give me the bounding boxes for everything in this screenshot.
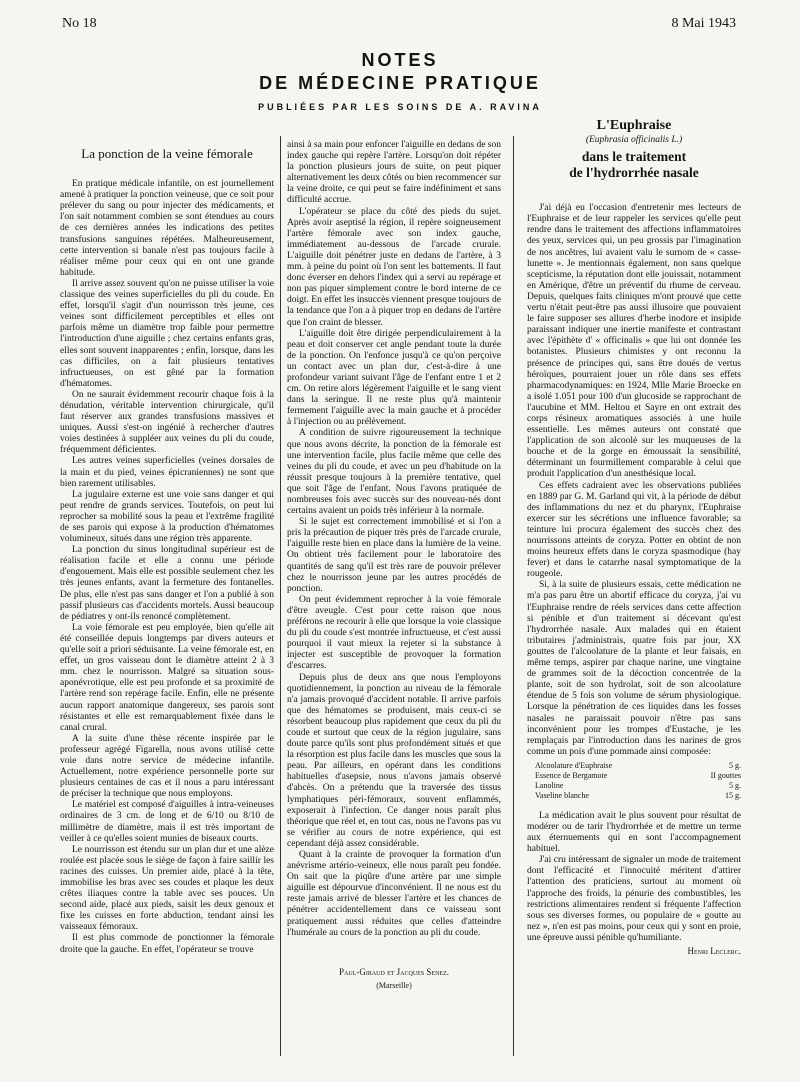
paragraph: ainsi à sa main pour enfoncer l'aiguille en dedans de son index gauche qui repère l'artère. Lorsqu'on doit répéter la ponction plusieurs jours de suite, on peut piquer alternativement les deux côtés ou bien recommencer sur la veine droite, ce qui peut se faire indéfiniment et sans difficulté accrue.: [287, 140, 501, 206]
quantity: II gouttes: [710, 770, 741, 780]
article1-affiliation: (Marseille): [376, 980, 412, 990]
quantity: 5 g.: [729, 760, 741, 770]
column-divider: [513, 136, 514, 1056]
paragraph: Ces effets cadraient avec les observations publiées en 1889 par G. M. Garland qui vit, à la période de début des inflammations du nez et du pharynx, l'Euphraise exercer sur les sécrétions une influence favorable; sa teinture lui procura également des succès chez des nourrissons atteints de coryza. Potter en obtint de non moins heureux effets dans le coryza spasmodique (hay fever) et dans le catarrhe nasal symptomatique de la rougeole.: [527, 480, 741, 580]
article1-authors: Paul-Giraud et Jacques Senez.: [338, 966, 449, 977]
paragraph: L'opérateur se place du côté des pieds du sujet. Après avoir aseptisé la région, il repère soigneusement l'artère fémorale avec son index gauche, immédiatement au-dessous de l'arcade crurale. L'aiguille doit pénétrer juste en dedans de l'artère, à 3 mm. à peine du point où l'on sent les battements. Il faut donc éverser en dehors l'index qui a servi au repérage et non pas piquer simplement contre le bord interne de ce doigt. En effet les insuccès viennent presque toujours de la tendance que l'on a à piquer trop en dedans de l'artère que l'on craint de blesser.: [287, 206, 501, 328]
column-divider: [280, 136, 281, 1056]
paragraph: On ne saurait évidemment recourir chaque fois à la dénudation, véritable intervention chirurgicale, qu'il faut réserver aux grandes transfusions massives et uniques. Aussi s'est-on ingénié à rechercher d'autres voies destinées à suppléer aux veines du pli du coude, fréquemment déficientes.: [60, 389, 274, 456]
paragraph: J'ai déjà eu l'occasion d'entretenir mes lecteurs de l'Euphraise et de leur rappeler les services qu'elle peut rendre dans le traitement des affections inflammatoires des yeux, services qui, un peu grossis par l'imagination de nos ancêtres, lui avaient valu le surnom de « casse-lunette ». Je mentionnais également, non sans quelque scepticisme, la réputation dont elle jouissait, notamment en Amérique, d'être un préventif du rhume de cerveau. Depuis, quelques faits cliniques m'ont prouvé que cette vertu n'était peut-être pas aussi illusoire que pouvaient le faire supposer ses allures d'herbe inodore et insipide paraissant indiquer une inertie manifeste et contrastant avec l'épithète d' « officinalis » que lui ont donnée les botanistes. Plusieurs chimistes y ont reconnu la présence de principes qui, sans être doués de vertus héroïques, pourraient jouer un rôle dans ses effets pharmacodynamiques: en 1924, Mlle Marie Broecke en a isolé 1.051 pour 100 d'un glucoside se rapprochant de l'aucubine et MM. Heltou et Sayre en ont extrait des corps résineux aromatiques associés à une huile essentielle. Les mêmes auteurs ont constaté que l'application de son alcoolé sur les muqueuses de la bouche et de la gorge en émoussait la sensibilité, déterminant un fourmillement comparable à celui que produit l'application d'un anesthésique local.: [527, 203, 741, 480]
recipe-row: [535, 791, 741, 801]
quantity: 15 g.: [725, 790, 741, 800]
paragraph: Il est plus commode de ponctionner la fémorale droite que la gauche. En effet, l'opérateur se trouve: [60, 933, 274, 955]
paragraph: La voie fémorale est peu employée, bien qu'elle ait été conseillée depuis longtemps par divers auteurs et qu'elle soit a priori séduisante. La veine fémorale est, en effet, un gros vaisseau dont le diamètre atteint 2 à 3 mm. chez le nourrisson. Malgré sa situation sous-aponévrotique, elle est peu profonde et sa proximité de l'artère rend son repérage facile. Enfin, elle ne présente aucun rapport anatomique dangereux, ses parois sont résistantes et elle est remarquablement fixée dans le canal crural.: [60, 622, 274, 733]
recipe-row: [535, 771, 741, 781]
paragraph: Quant à la crainte de provoquer la formation d'un anévrisme artério-veineux, elle nous paraît peu fondée. On sait que la piqûre d'une artère par une simple aiguille est dépourvue d'inconvénient. Il ne nous est du reste jamais arrivé de blesser l'artère et les chances de pénétrer accidentellement dans ce vaisseau sont pratiquement aussi réduites que celles d'atteindre l'humérale au cours de la ponction au pli du coude.: [287, 850, 501, 938]
paragraph: La médication avait le plus souvent pour résultat de modérer ou de tarir l'hydrorrhée et de mettre un terme aux éternuements qui en sont l'accompagnement habituel.: [527, 810, 741, 855]
issue-date: 8 Mai 1943: [671, 16, 736, 31]
subtitle-line2: de l'hydrorrhée nasale: [569, 165, 699, 181]
paragraph: Le nourrisson est étendu sur un plan dur et une alèze roulée est placée sous le siège de façon à faire saillir les racines des cuisses. Un premier aide, placé à la tête, immobilise les bras avec ses coudes et plaque les deux crêtes iliaques contre la table avec ses pouces. Un second aide, placé aux pieds, saisit les deux genoux et fixe les cuisses en forte abduction, tendant ainsi les vaisseaux fémoraux.: [60, 844, 274, 933]
paragraph: Si, à la suite de plusieurs essais, cette médication ne m'a pas paru être un abortif efficace du coryza, j'ai vu l'Euphraise rendre de réels services dans cette affection si pénible et d'un traitement si décevant qu'est l'hydrorrhée nasale. Aux malades qui en étaient tributaires j'administrais, quatre fois par jour, XX gouttes de l'alcoolature de la plante et leur faisais, en même temps, aspirer par chaque narine, une vingtaine de grammes soit de la décoction concentrée de la plante, soit de son hydrolat, soit de son alcoolature étendue de 5 fois son volume de sérum physiologique. Lorsque la pénétration de ces liquides dans les fosses nasales ne paraissait pouvoir n'être pas sans inconvénient pour les trompes d'Eustache, je les remplaçais par l'introduction dans les narines de gros comme un pois d'une pommade ainsi composée:: [527, 580, 741, 757]
article2-column: [527, 120, 741, 957]
paragraph: A condition de suivre rigoureusement la technique que nous avons décrite, la ponction de la fémorale est une intervention facile, plus facile même que celle des veines du pli du coude, et avec un peu d'habitude on la réussit presque toujours à la première tentative, quel que soit l'âge de l'enfant. Nous l'avons pratiquée de nombreuses fois avec succès sur des nouveau-nés dont certains avaient un poids très inférieur à la normale.: [287, 428, 501, 517]
article1-title: La ponction de la veine fémorale: [81, 146, 253, 161]
ingredient: Alcoolature d'Euphraise: [535, 760, 613, 770]
article2-author: Henri Leclerc.: [687, 946, 741, 956]
ingredient: Essence de Bergamote: [535, 770, 608, 780]
paragraph: La ponction du sinus longitudinal supérieur est de réalisation facile et elle a connu une période d'engouement. Mais elle est possible seulement chez les très jeunes enfants, avant la fermeture des fontanelles. De plus, elle n'est pas sans danger et l'on a publié à son passif plusieurs cas d'accidents mortels. Aussi beaucoup de pédiatres y ont-ils renoncé complètement.: [60, 545, 274, 622]
recipe-table: [535, 761, 741, 801]
article2-subtitle: [527, 149, 741, 181]
paragraph: J'ai cru intéressant de signaler un mode de traitement dont l'efficacité et l'innocuité méritent d'attirer l'attention des praticiens, surtout au moment où l'approche des froids, la pénurie des combustibles, les restrictions alimentaires rendent si fréquente l'affection sous ses diverses formes, ou populaire de « goutte au nez », n'en est pas moins, pour ceux qui y sont en proie, une épreuve aussi pénible qu'humiliante.: [527, 855, 741, 943]
paragraph: Les autres veines superficielles (veines dorsales de la main et du pied, veines épicraniennes) ne sont que bien rarement utilisables.: [60, 456, 274, 489]
issue-number: No 18: [62, 16, 97, 31]
paragraph: Si le sujet est correctement immobilisé et si l'on a pris la précaution de piquer très près de l'arcade crurale, l'aiguille reste bien en place dans la lumière de la veine. On obtient très facilement pour le laboratoire des quantités de sang qu'il est très rare de pouvoir prélever chez le nourrisson jeune par les autres procédés de ponction.: [287, 517, 501, 594]
quantity: 5 g.: [729, 780, 741, 790]
ingredient: Vaseline blanche: [535, 790, 589, 800]
article1-column2: [287, 140, 501, 991]
article2-latin-name: (Euphrasia officinalis L.): [585, 135, 683, 146]
masthead-line1: NOTES: [361, 50, 439, 70]
paragraph: Il arrive assez souvent qu'on ne puisse utiliser la voie classique des veines superficielles du pli du coude. En effet, lorsqu'il s'agit d'un nourrisson très jeune, ces veines sont difficilement perceptibles et elles ont parfois même un diamètre trop faible pour permettre l'introduction d'une aiguille ; chez certains enfants gras, elles sont souvent inapparentes ; enfin, lorsque, dans les cas difficiles, on a fait plusieurs tentatives infructueuses, on est gêné par la formation d'hématomes.: [60, 278, 274, 389]
paragraph: La jugulaire externe est une voie sans danger et qui peut rendre de grands services. Toutefois, on peut lui reprocher sa mobilité sous la peau et l'extrême fragilité de ses parois qui expose à la production d'hématomes volumineux, situés dans une région très apparente.: [60, 489, 274, 545]
paragraph: On peut évidemment reprocher à la voie fémorale d'être aveugle. C'est pour cette raison que nous préférons ne recourir à elle que lorsque la voie classique du pli du coude s'est montrée infructueuse, et c'est aussi pourquoi il vaut mieux la rejeter si la substance à injecter est susceptible de provoquer la formation d'escarres.: [287, 594, 501, 672]
recipe-row: [535, 761, 741, 771]
article2-title: L'Euphraise: [596, 118, 672, 133]
paragraph: L'aiguille doit être dirigée perpendiculairement à la peau et doit conserver cet angle pendant toute la durée de la ponction. On l'enfonce jusqu'à ce qu'on perçoive un contact avec un plan dur, c'est-à-dire à une profondeur variant suivant l'âge de l'enfant entre 1 et 2 cm. On retire alors légèrement l'aiguille et le sang vient dans la seringue. Il ne reste plus qu'à maintenir fermement l'aiguille avec la main gauche et à procéder à l'injection ou au prélèvement.: [287, 328, 501, 428]
paragraph: Le matériel est composé d'aiguilles à intra-veineuses ordinaires de 3 cm. de long et de 6/10 ou 8/10 de millimètre de diamètre, mais il est très important de veiller à ce qu'elles soient munies de biseaux courts.: [60, 800, 274, 844]
ingredient: Lanoline: [535, 780, 564, 790]
masthead-line3: PUBLIÉES PAR LES SOINS DE A. RAVINA: [258, 102, 542, 112]
paragraph: Depuis plus de deux ans que nous l'employons quotidiennement, la ponction au niveau de la fémorale n'a jamais provoqué d'accident notable. Il arrive parfois que des hématomes se produisent, mais ceux-ci se résorbent beaucoup plus rapidement que ceux du pli du coude et surtout que ceux de la région jugulaire, sans doute parce qu'ils sont plus profondément situés et que la résorption est plus facile dans les muscles que sous la peau. Par ailleurs, en opérant dans les conditions habituelles d'asepsie, nous n'avons jamais observé d'abcès. On a prétendu que la traversée des tissus lymphatiques péri-fémoraux, souvent enflammés, exposerait à l'infection. Ce danger nous paraît plus théorique que réel et, en tout cas, nous ne l'avons pas vu se vérifier au cours de notre expérience, qui est cependant déjà assez considérable.: [287, 672, 501, 849]
article1-column1: [60, 140, 274, 956]
recipe-row: [535, 781, 741, 791]
paragraph: En pratique médicale infantile, on est journellement amené à pratiquer la ponction veineuse, que ce soit pour prélever du sang ou pour injecter des médicaments, et l'on sait notamment combien se sont étendues au cours de ces dernières années les indications des petites transfusions sanguines répétées. Malheureusement, cette intervention si banale n'est pas toujours facile à réaliser même pour ceux qui en ont une grande habitude.: [60, 179, 274, 278]
masthead-line2: DE MÉDECINE PRATIQUE: [259, 73, 541, 93]
subtitle-line1: dans le traitement: [581, 149, 687, 165]
paragraph: A la suite d'une thèse récente inspirée par le professeur agrégé Figarella, nous avons utilisé cette voie dans notre service de médecine infantile. Actuellement, notre expérience personnelle porte sur plusieurs centaines de cas et il nous a paru intéressant de préciser la technique que nous employons.: [60, 733, 274, 800]
